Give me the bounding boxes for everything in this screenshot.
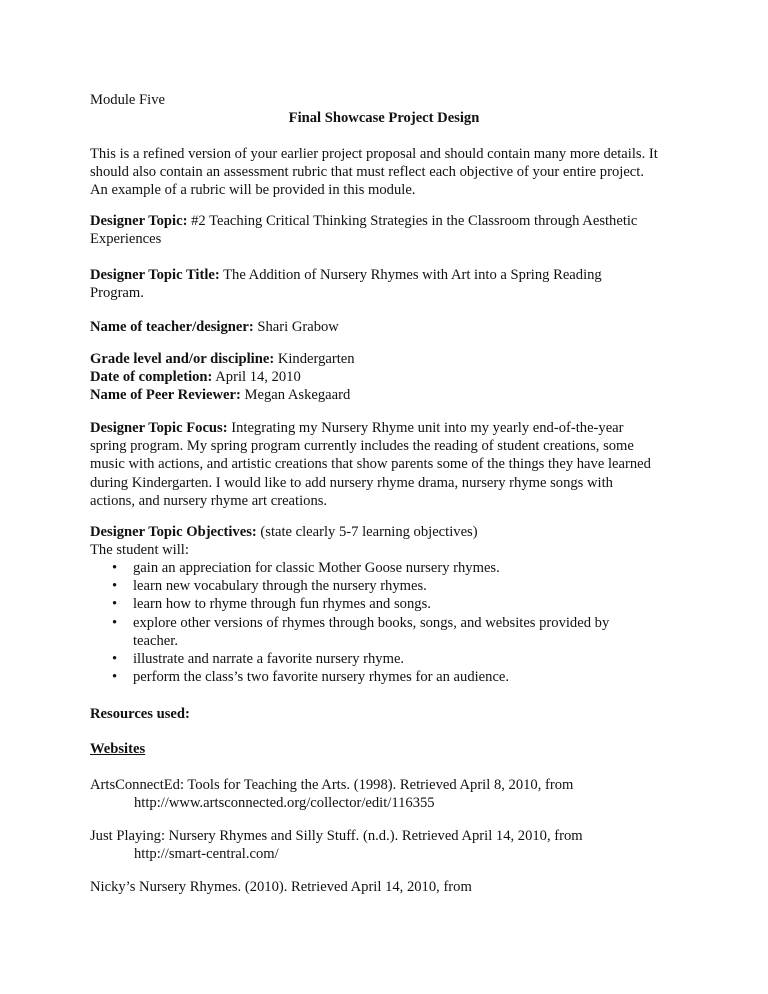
course-details <box>90 350 690 405</box>
bullet-icon: • <box>112 596 118 613</box>
list-item: • learn new vocabulary through the nursery rhymes. <box>112 578 427 595</box>
list-item: • gain an appreciation for classic Mother Goose nursery rhymes. <box>112 560 500 576</box>
focus-line: spring program. My spring program currently includes the reading of student creations, some <box>90 438 634 455</box>
designer-topic-title <box>90 266 690 302</box>
list-item: • learn how to rhyme through fun rhymes and songs. <box>112 596 431 613</box>
focus-line: music with actions, and artistic creations that show parents some of the things they have learned <box>90 456 651 473</box>
intro-line: An example of a rubric will be provided in this module. <box>90 182 416 199</box>
reference-citation: Nicky’s Nursery Rhymes. (2010). Retrieved April 14, 2010, from <box>90 879 472 895</box>
grade-value: Kindergarten <box>274 351 355 367</box>
objectives-header <box>90 523 690 559</box>
reference-entry <box>90 776 690 812</box>
reference-url[interactable]: http://smart-central.com/ <box>134 846 279 863</box>
bullet-icon: • <box>112 614 118 631</box>
designer-topic-value: #2 Teaching Critical Thinking Strategies in the Classroom through Aesthetic <box>187 213 638 229</box>
list-item: • illustrate and narrate a favorite nursery rhyme. <box>112 651 405 668</box>
completion-label: Date of completion: <box>90 369 213 386</box>
topic-title-value: The Addition of Nursery Rhymes with Art into a Spring Reading <box>219 267 602 283</box>
reviewer-label: Name of Peer Reviewer: <box>90 387 241 404</box>
objectives-label: Designer Topic Objectives: <box>90 524 257 540</box>
designer-topic-focus <box>90 419 690 510</box>
teacher-label: Name of teacher/designer: <box>90 319 254 335</box>
intro-paragraph <box>90 145 690 200</box>
focus-line: Integrating my Nursery Rhyme unit into my yearly end-of-the-year <box>227 420 624 436</box>
resources-label: Resources used: <box>90 706 190 722</box>
websites-label: Websites <box>90 741 146 757</box>
teacher-info <box>90 318 690 336</box>
reference-citation: Just Playing: Nursery Rhymes and Silly Stuff. (n.d.). Retrieved April 14, 2010, from <box>90 828 583 844</box>
intro-line: should also contain an assessment rubric that must reflect each objective of your entire project. <box>90 164 644 181</box>
teacher-value: Shari Grabow <box>253 319 339 335</box>
reference-entry <box>90 827 690 863</box>
reviewer-value: Megan Askegaard <box>240 387 351 404</box>
objectives-note: (state clearly 5-7 learning objectives) <box>256 524 478 540</box>
bullet-icon: • <box>112 560 118 576</box>
focus-line: during Kindergarten. I would like to add nursery rhyme drama, nursery rhyme songs with <box>90 474 613 491</box>
objectives-list <box>112 559 692 686</box>
reference-entry <box>90 878 690 896</box>
completion-value: April 14, 2010 <box>212 369 301 386</box>
list-item: • perform the class’s two favorite nursery rhymes for an audience. <box>112 669 510 686</box>
bullet-icon: • <box>112 651 118 668</box>
topic-title-label: Designer Topic Title: <box>90 267 220 283</box>
list-item: • explore other versions of rhymes through books, songs, and websites provided by teacher. <box>112 614 610 649</box>
reference-url[interactable]: http://www.artsconnected.org/collector/edit/116355 <box>134 795 435 812</box>
bullet-icon: • <box>112 669 118 686</box>
document-title: Final Showcase Project Design <box>288 110 480 126</box>
objectives-intro: The student will: <box>90 542 189 559</box>
reference-citation: ArtsConnectEd: Tools for Teaching the Arts. (1998). Retrieved April 8, 2010, from <box>90 777 574 793</box>
websites-heading <box>90 740 690 758</box>
designer-topic-value-cont: Experiences <box>90 231 162 248</box>
module-label: Module Five <box>90 92 165 108</box>
module-heading <box>90 91 690 109</box>
focus-line: actions, and nursery rhyme art creations. <box>90 492 328 509</box>
bullet-icon: • <box>112 578 118 595</box>
topic-title-value-cont: Program. <box>90 285 144 302</box>
designer-topic <box>90 212 690 248</box>
resources-heading <box>90 705 690 723</box>
grade-label: Grade level and/or discipline: <box>90 351 275 367</box>
focus-label: Designer Topic Focus: <box>90 420 228 436</box>
designer-topic-label: Designer Topic: <box>90 213 188 229</box>
intro-line: This is a refined version of your earlier project proposal and should contain many more details. It <box>90 146 658 162</box>
